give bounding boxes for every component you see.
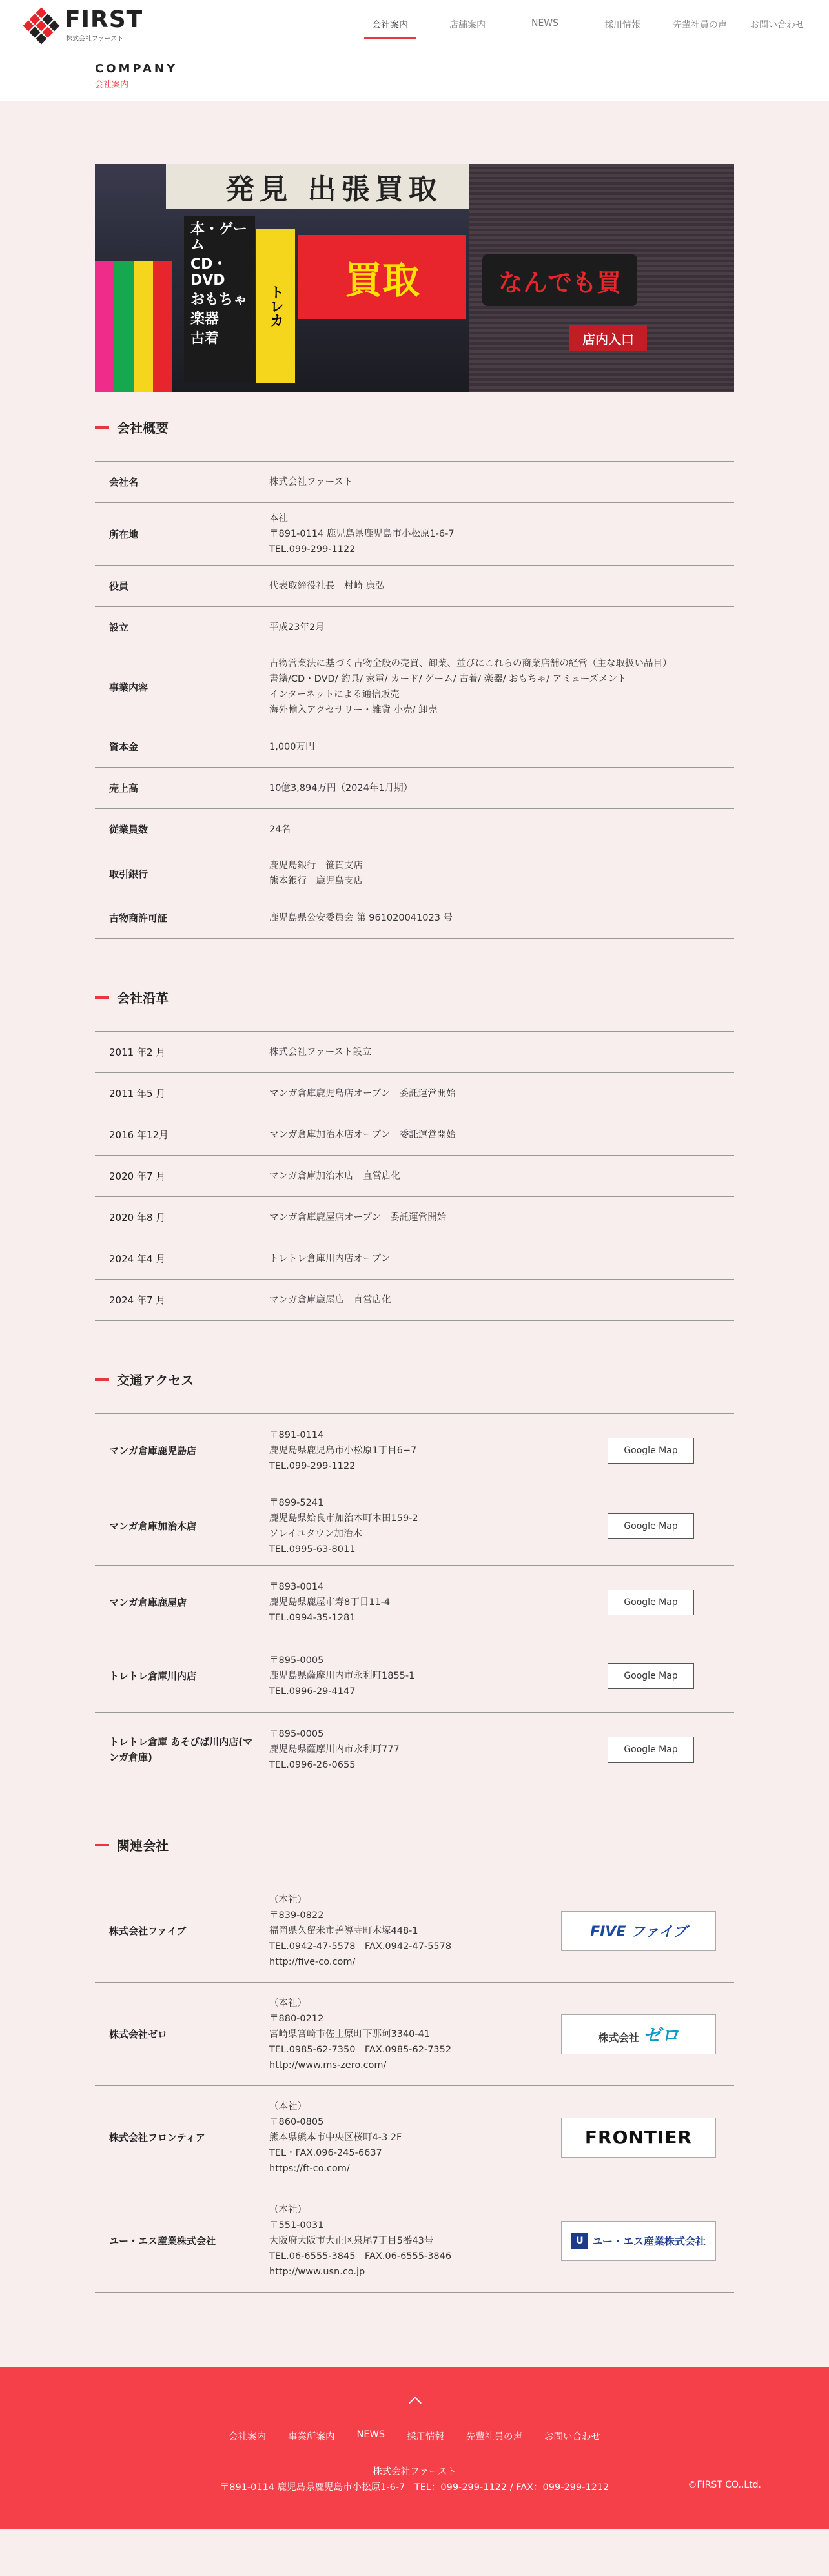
info-line: （本社） <box>269 2204 307 2215</box>
history-date: 2020 年7 月 <box>109 1170 166 1182</box>
page-subtitle: 会社案内 <box>95 80 129 90</box>
hero-sign-left: 本・ゲーム CD・DVD おもちゃ 楽器 古着 <box>184 216 255 383</box>
access-row <box>95 1487 734 1566</box>
section-title-overview: 会社概要 <box>95 418 734 436</box>
value-line: 1,000万円 <box>269 741 315 752</box>
table-row <box>95 850 734 897</box>
address-line: 鹿児島県薩摩川内市永利町777 <box>269 1744 400 1755</box>
address-line: 〒893-0014 <box>269 1581 324 1592</box>
history-row <box>95 1238 734 1280</box>
table-row <box>95 503 734 566</box>
history-text: マンガ倉庫鹿屋店 直営店化 <box>269 1294 391 1305</box>
access-row <box>95 1414 734 1487</box>
info-line: http://five-co.com/ <box>269 1956 356 1967</box>
history-text: マンガ倉庫加治木店オープン 委託運営開始 <box>269 1129 456 1140</box>
history-row <box>95 1280 734 1321</box>
value-line: 株式会社ファースト <box>269 476 353 487</box>
table-row <box>95 566 734 607</box>
google-map-button[interactable]: Google Map <box>608 1513 694 1539</box>
footer-nav-news[interactable]: NEWS <box>356 2429 385 2440</box>
google-map-button[interactable]: Google Map <box>608 1663 694 1689</box>
site-logo[interactable] <box>23 6 143 43</box>
related-company-info <box>269 2202 561 2280</box>
section-title-related: 関連会社 <box>95 1835 734 1854</box>
section-title-access: 交通アクセス <box>95 1370 734 1389</box>
row-label: 取引銀行 <box>109 868 148 880</box>
address-line: 〒895-0005 <box>269 1655 324 1666</box>
table-row <box>95 897 734 939</box>
store-address <box>269 1726 608 1773</box>
info-line: TEL・FAX.096-245-6637 <box>269 2147 382 2158</box>
store-name: マンガ倉庫鹿児島店 <box>109 1444 197 1457</box>
info-line: 福岡県久留米市善導寺町木塚448-1 <box>269 1925 418 1936</box>
info-line: TEL.06-6555-3845 FAX.06-6555-3846 <box>269 2251 452 2262</box>
store-name: マンガ倉庫鹿屋店 <box>109 1596 187 1608</box>
zero-logo-prefix: 株式会社 <box>598 2031 640 2044</box>
info-line: TEL.0985-62-7350 FAX.0985-62-7352 <box>269 2044 452 2055</box>
address-line: 鹿児島県鹿児島市小松原1丁目6−7 <box>269 1445 417 1456</box>
info-line: https://ft-co.com/ <box>269 2163 350 2174</box>
related-company-logo[interactable] <box>561 2118 716 2158</box>
table-row <box>95 607 734 648</box>
hero-image <box>95 164 734 392</box>
info-line: 大阪府大阪市大正区泉尾7丁目5番43号 <box>269 2235 434 2246</box>
row-value <box>269 656 734 718</box>
google-map-button[interactable]: Google Map <box>608 1438 694 1464</box>
related-company-name: 株式会社フロンティア <box>109 2132 205 2143</box>
value-line: 鹿児島銀行 笹貫支店 <box>269 861 363 871</box>
related-company-logo[interactable] <box>561 2221 716 2261</box>
related-company-info <box>269 1892 561 1970</box>
info-line: （本社） <box>269 1998 307 2009</box>
value-line: 代表取締役社長 村崎 康弘 <box>269 580 385 591</box>
section-title-history: 会社沿革 <box>95 988 734 1007</box>
info-line: （本社） <box>269 2101 307 2112</box>
address-line: TEL.0996-29-4147 <box>269 1686 356 1697</box>
store-address <box>269 1579 608 1626</box>
value-line: 熊本銀行 鹿児島支店 <box>269 876 363 886</box>
site-header <box>0 0 829 62</box>
row-label: 所在地 <box>109 528 139 540</box>
info-line: （本社） <box>269 1894 307 1905</box>
google-map-button[interactable]: Google Map <box>608 1737 694 1763</box>
footer-nav-contact[interactable]: お問い合わせ <box>544 2432 601 2442</box>
footer-nav-offices[interactable]: 事業所案内 <box>287 2432 335 2442</box>
related-row <box>95 1983 734 2086</box>
hero-banner-red: 買取 <box>298 235 466 319</box>
footer-nav-recruit[interactable]: 採用情報 <box>407 2432 445 2442</box>
hero-sign-top: 発見 出張買取 <box>166 164 502 209</box>
google-map-button[interactable]: Google Map <box>608 1590 694 1615</box>
row-value <box>269 822 734 837</box>
footer-address: 〒891-0114 鹿児島県鹿児島市小松原1-6-7 TEL：099-299-1122 / FAX：099-299-1212 <box>220 2482 609 2493</box>
address-line: TEL.099-299-1122 <box>269 1460 356 1471</box>
address-line: 鹿児島県薩摩川内市永利町1855-1 <box>269 1670 415 1681</box>
info-line: TEL.0942-47-5578 FAX.0942-47-5578 <box>269 1941 452 1952</box>
history-date: 2016 年12月 <box>109 1129 169 1141</box>
value-line: 〒891-0114 鹿児島県鹿児島市小松原1-6-7 <box>269 529 455 539</box>
row-label: 資本金 <box>109 741 139 753</box>
value-line: 24名 <box>269 824 291 835</box>
history-date: 2024 年4 月 <box>109 1253 166 1265</box>
history-row <box>95 1073 734 1114</box>
info-line: 熊本県熊本市中央区桜町4-3 2F <box>269 2132 402 2143</box>
hero-banners <box>95 261 172 392</box>
access-row <box>95 1639 734 1713</box>
related-row <box>95 2189 734 2293</box>
value-line: インターネットによる通信販売 <box>269 690 400 700</box>
history-text: マンガ倉庫鹿児島店オープン 委託運営開始 <box>269 1088 456 1099</box>
info-line: http://www.usn.co.jp <box>269 2266 365 2277</box>
value-line: 平成23年2月 <box>269 622 325 633</box>
access-row <box>95 1566 734 1639</box>
row-label: 古物商許可証 <box>109 912 168 924</box>
hero-sign-entrance: 店内入口 <box>569 325 647 351</box>
related-company-name: 株式会社ゼロ <box>109 2029 168 2040</box>
usn-logo <box>571 2233 706 2249</box>
history-text: マンガ倉庫加治木店 直営店化 <box>269 1170 400 1181</box>
related-row <box>95 1879 734 1983</box>
page-title-band <box>0 62 829 101</box>
related-table <box>95 1879 734 2293</box>
history-date: 2011 年5 月 <box>109 1088 166 1099</box>
value-line: 海外輸入アクセサリー・雑貨 小売/ 卸売 <box>269 705 438 715</box>
access-row <box>95 1713 734 1786</box>
history-row <box>95 1032 734 1073</box>
info-line: 〒839-0822 <box>269 1910 324 1921</box>
address-line: 〒899-5241 <box>269 1498 324 1508</box>
value-line: 10億3,894万円（2024年1月期） <box>269 782 413 793</box>
row-label: 事業内容 <box>109 681 148 693</box>
footer-nav <box>0 2429 829 2443</box>
usn-badge-icon: U <box>571 2233 588 2249</box>
value-line: 書籍/CD・DVD/ 釣具/ 家電/ カード/ ゲーム/ 古着/ 楽器/ おもちゃ/ アミューズメント <box>269 674 627 684</box>
address-line: 鹿児島県姶良市加治木町木田159-2 <box>269 1513 418 1524</box>
history-row <box>95 1114 734 1156</box>
row-value <box>269 578 734 594</box>
address-line: 鹿児島県鹿屋市寿8丁目11-4 <box>269 1597 391 1608</box>
logo-diamond-icon <box>23 6 59 43</box>
footer-nav-company[interactable]: 会社案内 <box>228 2432 266 2442</box>
nav-news[interactable]: NEWS <box>531 18 559 28</box>
info-line: 宮崎県宮崎市佐土原町下那珂3340-41 <box>269 2029 431 2039</box>
history-row <box>95 1197 734 1238</box>
related-company-name: 株式会社ファイブ <box>109 1925 187 1937</box>
related-row <box>95 2086 734 2189</box>
row-value <box>269 910 734 926</box>
row-value <box>269 475 734 490</box>
site-footer <box>0 2367 829 2529</box>
related-company-name: ユー・エス産業株式会社 <box>109 2235 216 2247</box>
address-line: 〒891-0114 <box>269 1429 324 1440</box>
row-label: 会社名 <box>109 476 139 488</box>
frontier-logo-text: FRONTIER <box>584 2127 693 2148</box>
history-text: 株式会社ファースト設立 <box>269 1047 372 1058</box>
main-content <box>0 101 829 2293</box>
page-title: COMPANY <box>95 62 178 76</box>
footer-nav-voices[interactable]: 先輩社員の声 <box>466 2432 523 2442</box>
history-row <box>95 1156 734 1197</box>
row-value <box>269 511 734 557</box>
address-line: TEL.0994-35-1281 <box>269 1612 356 1623</box>
store-name: トレトレ倉庫川内店 <box>109 1670 197 1682</box>
related-company-info <box>269 2099 561 2176</box>
store-name: トレトレ倉庫 あそびば川内店(マンガ倉庫) <box>109 1735 253 1763</box>
usn-logo-text: ユー・エス産業株式会社 <box>591 2235 706 2247</box>
address-line: ソレイユタウン加治木 <box>269 1529 362 1539</box>
row-value <box>269 620 734 635</box>
row-value <box>269 739 734 755</box>
row-value <box>269 858 734 889</box>
store-name: マンガ倉庫加治木店 <box>109 1520 197 1532</box>
related-company-logo[interactable] <box>561 1911 716 1951</box>
value-line: 鹿児島県公安委員会 第 961020041023 号 <box>269 912 453 923</box>
access-table <box>95 1413 734 1786</box>
address-line: TEL.0996-26-0655 <box>269 1759 356 1770</box>
history-date: 2020 年8 月 <box>109 1212 166 1223</box>
nav-stores[interactable]: 店舗案内 <box>449 20 486 30</box>
row-value <box>269 781 734 796</box>
history-text: トレトレ倉庫川内店オープン <box>269 1253 391 1264</box>
info-line: 〒551-0031 <box>269 2220 324 2231</box>
value-line: 古物営業法に基づく古物全般の売買、卸業、並びにこれらの商業店舗の経営（主な取扱い品目） <box>269 659 672 669</box>
zero-logo-text: ゼロ <box>642 2024 679 2046</box>
row-label: 売上高 <box>109 782 139 794</box>
table-row <box>95 726 734 768</box>
footer-company-name: 株式会社ファースト <box>373 2467 456 2477</box>
logo-text: FIRST <box>65 6 143 33</box>
five-logo-text: FIVE ファイブ <box>590 1924 687 1940</box>
global-nav <box>351 18 816 39</box>
overview-table <box>95 461 734 939</box>
history-date: 2011 年2 月 <box>109 1047 166 1058</box>
nav-recruit[interactable]: 採用情報 <box>604 20 640 30</box>
address-line: 〒895-0005 <box>269 1728 324 1739</box>
info-line: 〒860-0805 <box>269 2116 324 2127</box>
row-label: 設立 <box>109 622 129 633</box>
nav-voices[interactable]: 先輩社員の声 <box>673 20 727 30</box>
table-row <box>95 648 734 726</box>
store-address <box>269 1495 608 1557</box>
back-to-top-icon[interactable] <box>407 2393 422 2409</box>
history-table <box>95 1031 734 1321</box>
zero-logo <box>598 2021 679 2047</box>
table-row <box>95 809 734 850</box>
hero-sign-yellow: トレカ <box>256 229 295 383</box>
history-date: 2024 年7 月 <box>109 1294 166 1306</box>
row-label: 従業員数 <box>109 824 148 835</box>
nav-contact[interactable]: お問い合わせ <box>750 20 804 30</box>
table-row <box>95 768 734 809</box>
info-line: http://www.ms-zero.com/ <box>269 2060 387 2070</box>
footer-copyright: ©FIRST CO.,Ltd. <box>688 2480 761 2490</box>
info-line: 〒880-0212 <box>269 2013 324 2024</box>
hero-sign-nandemo: なんでも買 <box>482 254 637 306</box>
value-line: TEL.099-299-1122 <box>269 544 356 555</box>
store-address <box>269 1427 608 1474</box>
value-line: 本社 <box>269 513 288 524</box>
related-company-logo[interactable] <box>561 2014 716 2054</box>
address-line: TEL.0995-63-8011 <box>269 1544 356 1555</box>
nav-company[interactable]: 会社案内 <box>351 18 429 39</box>
history-text: マンガ倉庫鹿屋店オープン 委託運営開始 <box>269 1212 447 1223</box>
table-row <box>95 462 734 503</box>
related-company-info <box>269 1996 561 2073</box>
logo-subtext: 株式会社ファースト <box>66 35 124 43</box>
store-address <box>269 1653 608 1699</box>
row-label: 役員 <box>109 580 129 592</box>
